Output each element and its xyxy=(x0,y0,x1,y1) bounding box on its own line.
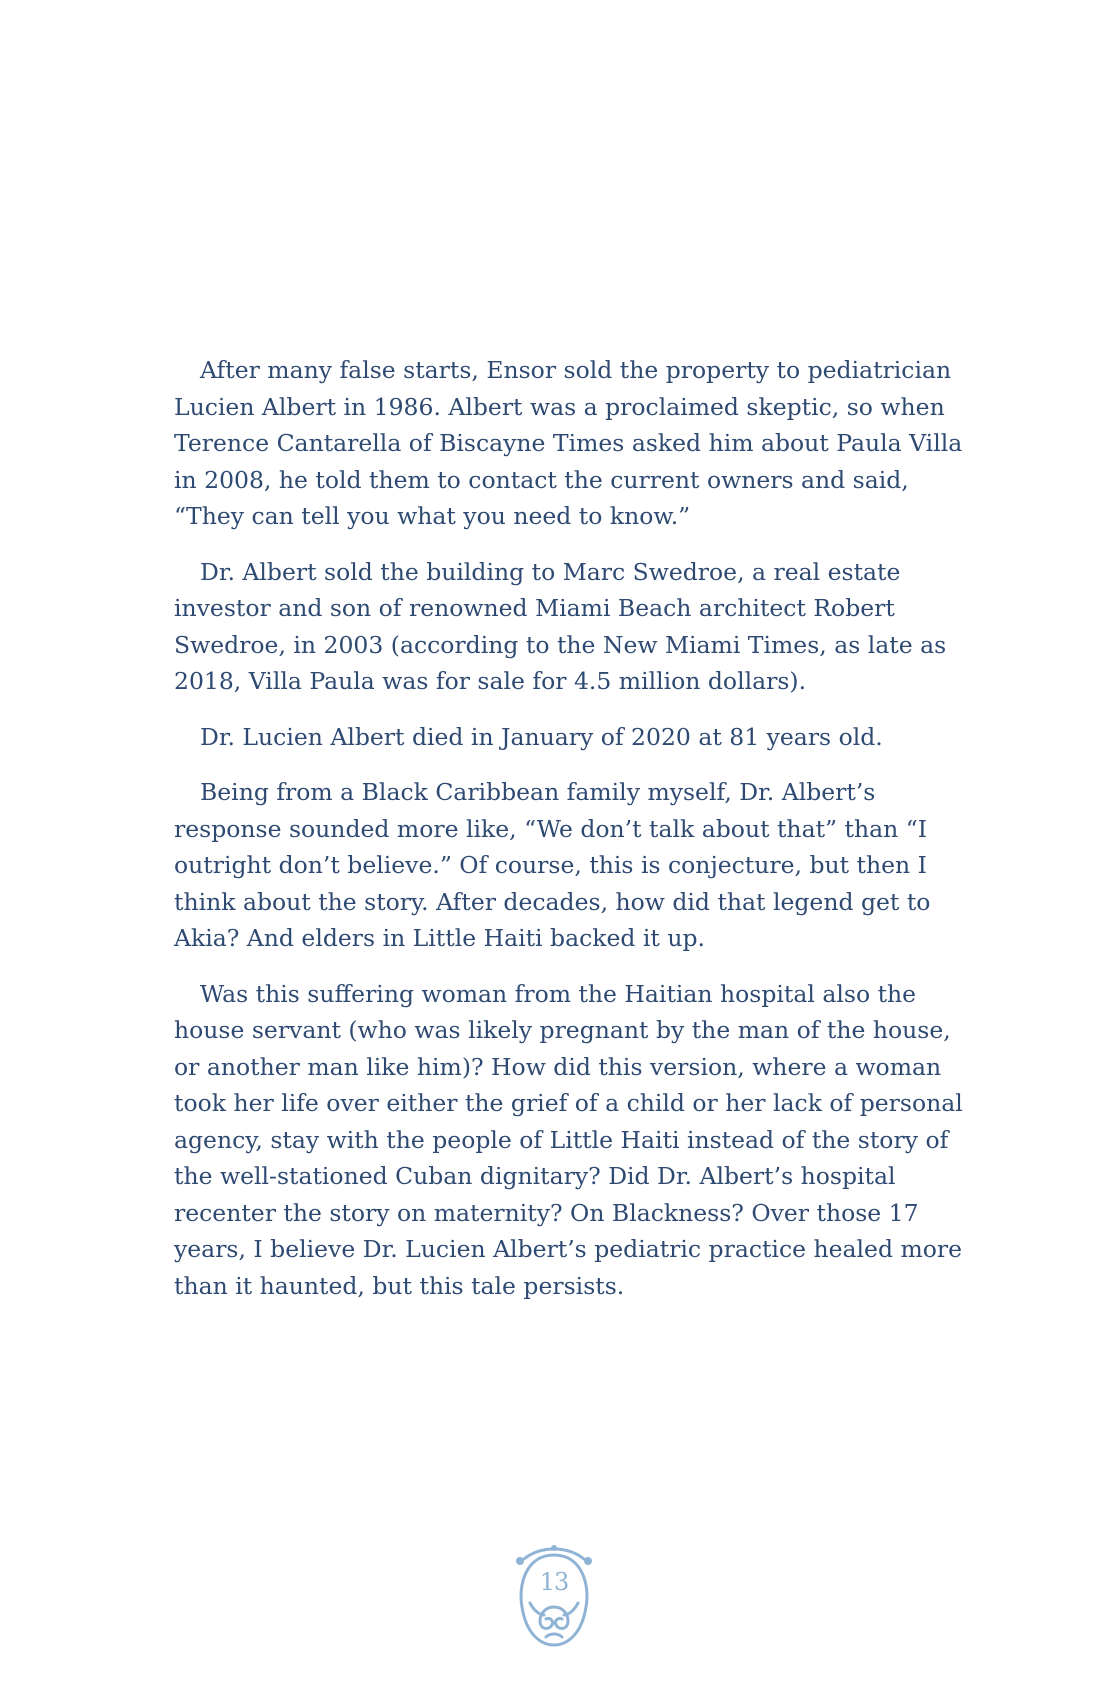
paragraph-5: Was this suffering woman from the Haitian hospital also the house servant (who was likely pregnant by the man of the house, or another man like him)? How did this version, where a woman took her life over either the grief of a child or her lack of personal agency, stay with the people of Little Haiti instead of the story of the well-stationed Cuban dignitary? Did Dr. Albert’s hospital recenter the story on maternity? On Blackness? Over those 17 years, I believe Dr. Lucien Albert’s pediatric practice healed more than it haunted, but this tale persists. xyxy=(174,979,963,1300)
paragraph-3: Dr. Lucien Albert died in January of 2020 at 81 years old. xyxy=(200,722,883,751)
paragraph-1: After many false starts, Ensor sold the property to pediatrician Lucien Albert in 1986. Albert was a proclaimed skeptic, so when Terence Cantarella of Biscayne Times asked him about Paula Villa in 2008, he told them to contact the current owners and said, “They can tell you what you need to know.” xyxy=(174,356,963,530)
paragraph-2: Dr. Albert sold the building to Marc Swedroe, a real estate investor and son of renowned Miami Beach architect Robert Swedroe, in 2003 (according to the New Miami Times, as late as 2018, Villa Paula was for sale for 4.5 million dollars). xyxy=(174,557,947,695)
page-number-ornament xyxy=(510,1545,598,1655)
page-number: 13 xyxy=(539,1568,569,1596)
body-text xyxy=(174,352,964,1323)
paragraph-4: Being from a Black Caribbean family myself, Dr. Albert’s response sounded more like, “We don’t talk about that” than “I outright don’t believe.” Of course, this is conjecture, but then I think about the story. After decades, how did that legend get to Akia? And elders in Little Haiti backed it up. xyxy=(174,778,931,952)
ornament-icon xyxy=(510,1545,598,1655)
